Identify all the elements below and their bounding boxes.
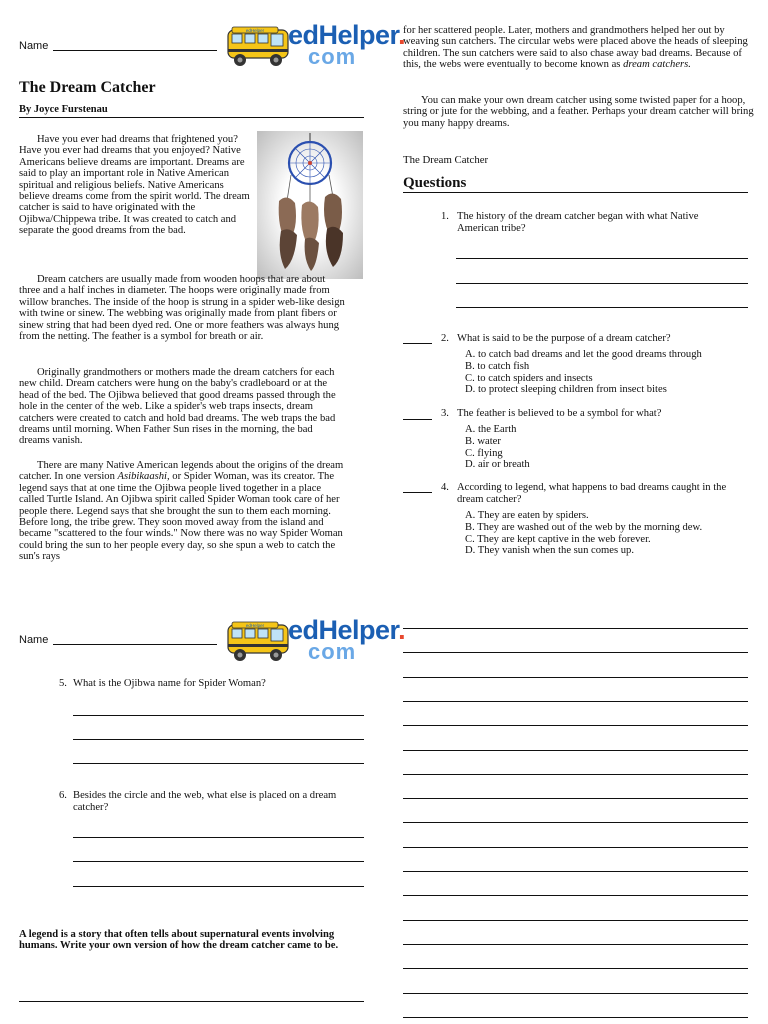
article-paragraph-2: Dream catchers are usually made from wooden hoops that are about three and a half inches in diameter. The hoops were originally made from willow branches. The inside of the hoop is strung in a spider web-like design with twine or sinew. The webbing was originally made from plant fibers or sinew string that had been dyed red. One or more feathers was always hung from the netting. The feather is a symbol for breath or air. <box>19 274 345 343</box>
logo-text: edHelper <box>288 615 399 645</box>
logo-com-text: com <box>308 44 357 69</box>
edhelper-logo <box>226 20 406 72</box>
dream-catcher-image <box>257 131 363 279</box>
question-4: 4. According to legend, what happens to bad dreams caught in the dream catcher? <box>441 482 727 505</box>
article-continued: for her scattered people. Later, mothers and grandmothers helped her out by weaving sun catchers. The circular webs were placed above the heads of sleeping children. The sun catchers were said to also chase away bad dreams. Because of this, the webs were eventually to become known as dream catchers. <box>403 25 748 71</box>
option-a[interactable]: A. the Earth <box>465 424 517 435</box>
edhelper-logo <box>226 615 406 667</box>
svg-text:edHelper: edHelper <box>245 623 265 628</box>
answer-line-q5-2[interactable] <box>73 739 364 740</box>
answer-line-q5-1[interactable] <box>73 715 364 716</box>
writing-line[interactable] <box>403 895 748 896</box>
writing-line[interactable] <box>403 968 748 969</box>
dream-catcher-icon <box>257 131 363 279</box>
answer-blank-q4[interactable] <box>403 492 432 493</box>
answer-line-q6-1[interactable] <box>73 837 364 838</box>
school-bus-icon <box>226 22 294 70</box>
author-byline: By Joyce Furstenau <box>19 104 108 115</box>
option-a[interactable]: A. They are eaten by spiders. <box>465 510 589 521</box>
writing-line[interactable] <box>403 871 748 872</box>
option-c[interactable]: C. They are kept captive in the web forever. <box>465 533 651 545</box>
name-field-line[interactable] <box>53 644 217 645</box>
name-label: Name <box>19 40 49 52</box>
questions-rule <box>403 192 748 193</box>
answer-line-q6-3[interactable] <box>73 886 364 887</box>
name-field-line[interactable] <box>53 50 217 51</box>
writing-line[interactable] <box>403 822 748 823</box>
article-closing: You can make your own dream catcher using some twisted paper for a hoop, string or jute for the webbing, and a feather. Perhaps your dream catcher will bring you many happy dreams. <box>403 95 754 129</box>
page-title: The Dream Catcher <box>19 79 156 96</box>
section-subtitle: The Dream Catcher <box>403 154 489 166</box>
writing-line[interactable] <box>403 677 748 678</box>
option-c[interactable]: C. flying <box>465 447 503 459</box>
option-b[interactable]: B. They are washed out of the web by the morning dew. <box>465 521 703 533</box>
writing-line[interactable] <box>403 652 748 653</box>
option-d[interactable]: D. air or breath <box>465 459 530 471</box>
question-6: 6. Besides the circle and the web, what else is placed on a dream catcher? <box>59 790 337 813</box>
questions-heading: Questions <box>403 175 467 191</box>
school-bus-icon <box>226 617 294 665</box>
answer-line-q5-3[interactable] <box>73 763 364 764</box>
answer-blank-q3[interactable] <box>403 419 432 420</box>
writing-line[interactable] <box>403 1017 748 1018</box>
logo-text: edHelper <box>288 20 399 50</box>
options-q3 <box>465 424 530 471</box>
writing-prompt: A legend is a story that often tells about supernatural events involving humans. Write your own version of how the dream catcher came to be. <box>19 929 339 952</box>
title-rule <box>19 117 364 118</box>
option-c[interactable]: C. to catch spiders and insects <box>465 372 593 384</box>
italic-term: dream catchers. <box>623 59 691 71</box>
option-a[interactable]: A. to catch bad dreams and let the good dreams through <box>465 349 702 360</box>
option-d[interactable]: D. to protect sleeping children from insect bites <box>465 384 667 396</box>
logo-com-text: com <box>308 639 357 664</box>
writing-line[interactable] <box>403 798 748 799</box>
article-paragraph-3: Originally grandmothers or mothers made the dream catchers for each new child. Dream catchers were hung on the baby's cradleboard or at the head of the bed. The Ojibwa believed that good dreams passed through the hole in the center of the web. Like a spider's web traps insects, dream catchers were created to catch and hold bad dreams. The web traps the bad dreams until morning. When Father Sun rises in the morning, the bad dreams vanish. <box>19 367 336 447</box>
question-3: 3. The feather is believed to be a symbol for what? <box>441 408 662 419</box>
option-b[interactable]: B. water <box>465 435 501 447</box>
writing-line[interactable] <box>403 944 748 945</box>
writing-line[interactable] <box>403 628 748 629</box>
italic-term: Asibikaashi, <box>117 471 170 483</box>
answer-line-q1-3[interactable] <box>456 307 748 308</box>
writing-line[interactable] <box>403 750 748 751</box>
option-b[interactable]: B. to catch fish <box>465 360 530 372</box>
answer-blank-q2[interactable] <box>403 343 432 344</box>
option-d[interactable]: D. They vanish when the sun comes up. <box>465 545 634 557</box>
writing-line-left[interactable] <box>19 1001 364 1002</box>
article-paragraph-1: Have you ever had dreams that frightened you? Have you ever had dreams that you enjoyed? Native Americans believe dreams are important. Dreams are said to play an important role in Native American spiritual and religious beliefs. Native Americans believe dreams come from the spirit world. The dream catcher is said to have originated with the Ojibwa/Chippewa tribe. It was created to catch and separate the good dreams from the bad. <box>19 134 250 237</box>
article-paragraph-4: There are many Native American legends about the origins of the dream catcher. In one version Asibikaashi, or Spider Woman, was its creator. The legend says that at one time the Ojibwa people lived together in a place called Turtle Island. An Ojibwa spirit called Spider Woman took care of her people there. Legend says that she brought the sun to them each morning. Before long, the tribe grew. They soon moved away from the island and became "scattered to the four winds." Now there was no way Spider Woman could bring the sun to her people every day, so she spun a web to catch the sun's rays <box>19 460 344 563</box>
writing-line[interactable] <box>403 725 748 726</box>
writing-line[interactable] <box>403 847 748 848</box>
answer-line-q6-2[interactable] <box>73 861 364 862</box>
name-label: Name <box>19 634 49 646</box>
logo-dot: . <box>398 20 406 50</box>
writing-line[interactable] <box>403 774 748 775</box>
options-q4 <box>465 510 702 557</box>
logo-dot: . <box>398 615 406 645</box>
writing-line[interactable] <box>403 993 748 994</box>
svg-text:edHelper: edHelper <box>245 28 265 33</box>
writing-line[interactable] <box>403 920 748 921</box>
question-5: 5. What is the Ojibwa name for Spider Woman? <box>59 678 266 689</box>
options-q2 <box>465 349 702 396</box>
answer-line-q1-2[interactable] <box>456 283 748 284</box>
answer-line-q1-1[interactable] <box>456 258 748 259</box>
question-2: 2. What is said to be the purpose of a dream catcher? <box>441 333 671 344</box>
question-1: 1. The history of the dream catcher began with what Native American tribe? <box>441 211 699 234</box>
writing-line[interactable] <box>403 701 748 702</box>
